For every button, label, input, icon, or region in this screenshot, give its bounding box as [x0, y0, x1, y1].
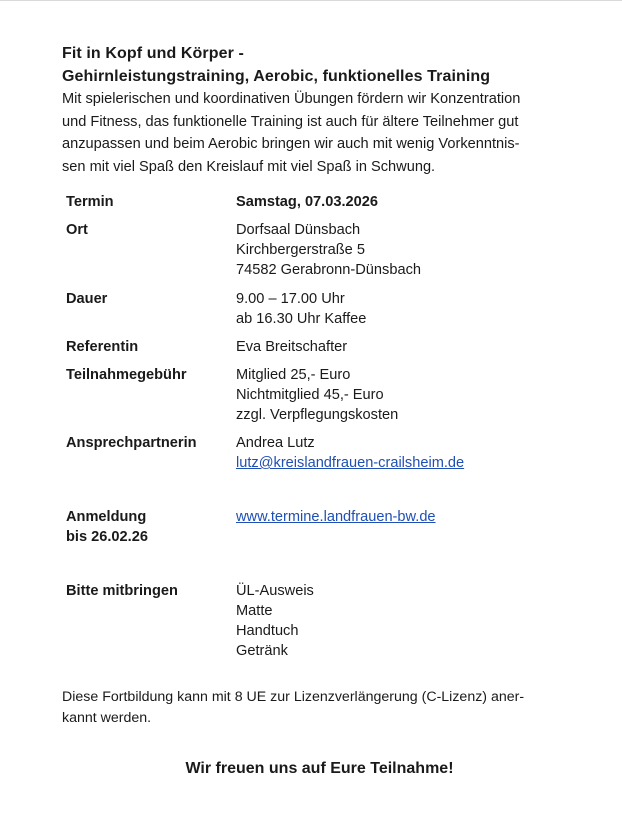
- intro-line-4: sen mit viel Spaß den Kreislauf mit viel Spaß in Schwung.: [62, 158, 436, 175]
- referentin-value: Eva Breitschafter: [236, 339, 348, 355]
- dauer-line-2: ab 16.30 Uhr Kaffee: [236, 311, 367, 327]
- anmeldung-label: [66, 507, 236, 547]
- intro-line-1: Mit spielerischen und koordinativen Übungen fördern wir Konzentration: [62, 91, 521, 107]
- row-referentin: [66, 337, 576, 357]
- gebuehr-line-3: zzgl. Verpflegungskosten: [236, 407, 399, 423]
- intro-line-3: anzupassen und beim Aerobic bringen wir auch mit wenig Vorkenntnis-: [62, 136, 520, 152]
- mitbringen-line-2: Matte: [236, 603, 273, 619]
- email-link[interactable]: lutz@kreislandfrauen-crailsheim.de: [236, 455, 465, 471]
- dauer-line-1: 9.00 – 17.00 Uhr: [236, 291, 345, 307]
- anmeldung-label-line-1: Anmeldung: [66, 509, 147, 525]
- heading-line-1: Fit in Kopf und Körper -: [62, 45, 244, 62]
- note-line-1: Diese Fortbildung kann mit 8 UE zur Lizenzverlängerung (C-Lizenz) aner-: [62, 689, 525, 705]
- row-dauer: [66, 289, 576, 329]
- ort-line-3: 74582 Gerabronn-Dünsbach: [236, 262, 421, 278]
- dauer-label: Dauer: [66, 291, 108, 307]
- gebuehr-line-1: Mitglied 25,- Euro: [236, 367, 351, 383]
- registration-link[interactable]: www.termine.landfrauen-bw.de: [236, 509, 436, 525]
- termin-value: Samstag, 07.03.2026: [236, 194, 378, 210]
- row-mitbringen: [66, 581, 576, 661]
- mitbringen-line-4: Getränk: [236, 643, 288, 659]
- ort-line-2: Kirchbergerstraße 5: [236, 242, 365, 258]
- details-table: [66, 192, 576, 661]
- ansprechpartnerin-name: Andrea Lutz: [236, 435, 315, 451]
- referentin-label: Referentin: [66, 339, 139, 355]
- flyer-page: [62, 42, 582, 778]
- heading-line-2: Gehirnleistungstraining, Aerobic, funktionelles Training: [62, 68, 491, 85]
- gebuehr-line-2: Nichtmitglied 45,- Euro: [236, 387, 384, 403]
- heading: [62, 42, 582, 88]
- intro-line-2: und Fitness, das funktionelle Training ist auch für ältere Teilnehmer gut: [62, 113, 519, 130]
- row-anmeldung: [66, 507, 576, 547]
- mitbringen-line-1: ÜL-Ausweis: [236, 583, 314, 599]
- row-termin: [66, 192, 576, 212]
- note-line-2: kannt werden.: [62, 709, 152, 726]
- ansprechpartnerin-label: Ansprechpartnerin: [66, 435, 197, 451]
- ort-label: Ort: [66, 222, 88, 238]
- mitbringen-label: Bitte mitbringen: [66, 583, 178, 599]
- row-ansprechpartnerin: [66, 433, 576, 473]
- row-ort: [66, 220, 576, 280]
- closing-text: Wir freuen uns auf Eure Teilnahme!: [185, 760, 454, 777]
- termin-label: Termin: [66, 194, 114, 210]
- intro-text: [62, 88, 577, 178]
- ort-line-1: Dorfsaal Dünsbach: [236, 222, 361, 238]
- anmeldung-label-line-2: bis 26.02.26: [66, 529, 148, 545]
- gebuehr-label: Teilnahmegebühr: [66, 367, 187, 383]
- row-gebuehr: [66, 365, 576, 425]
- top-border: [0, 0, 622, 1]
- license-note: [62, 687, 577, 728]
- mitbringen-line-3: Handtuch: [236, 623, 299, 639]
